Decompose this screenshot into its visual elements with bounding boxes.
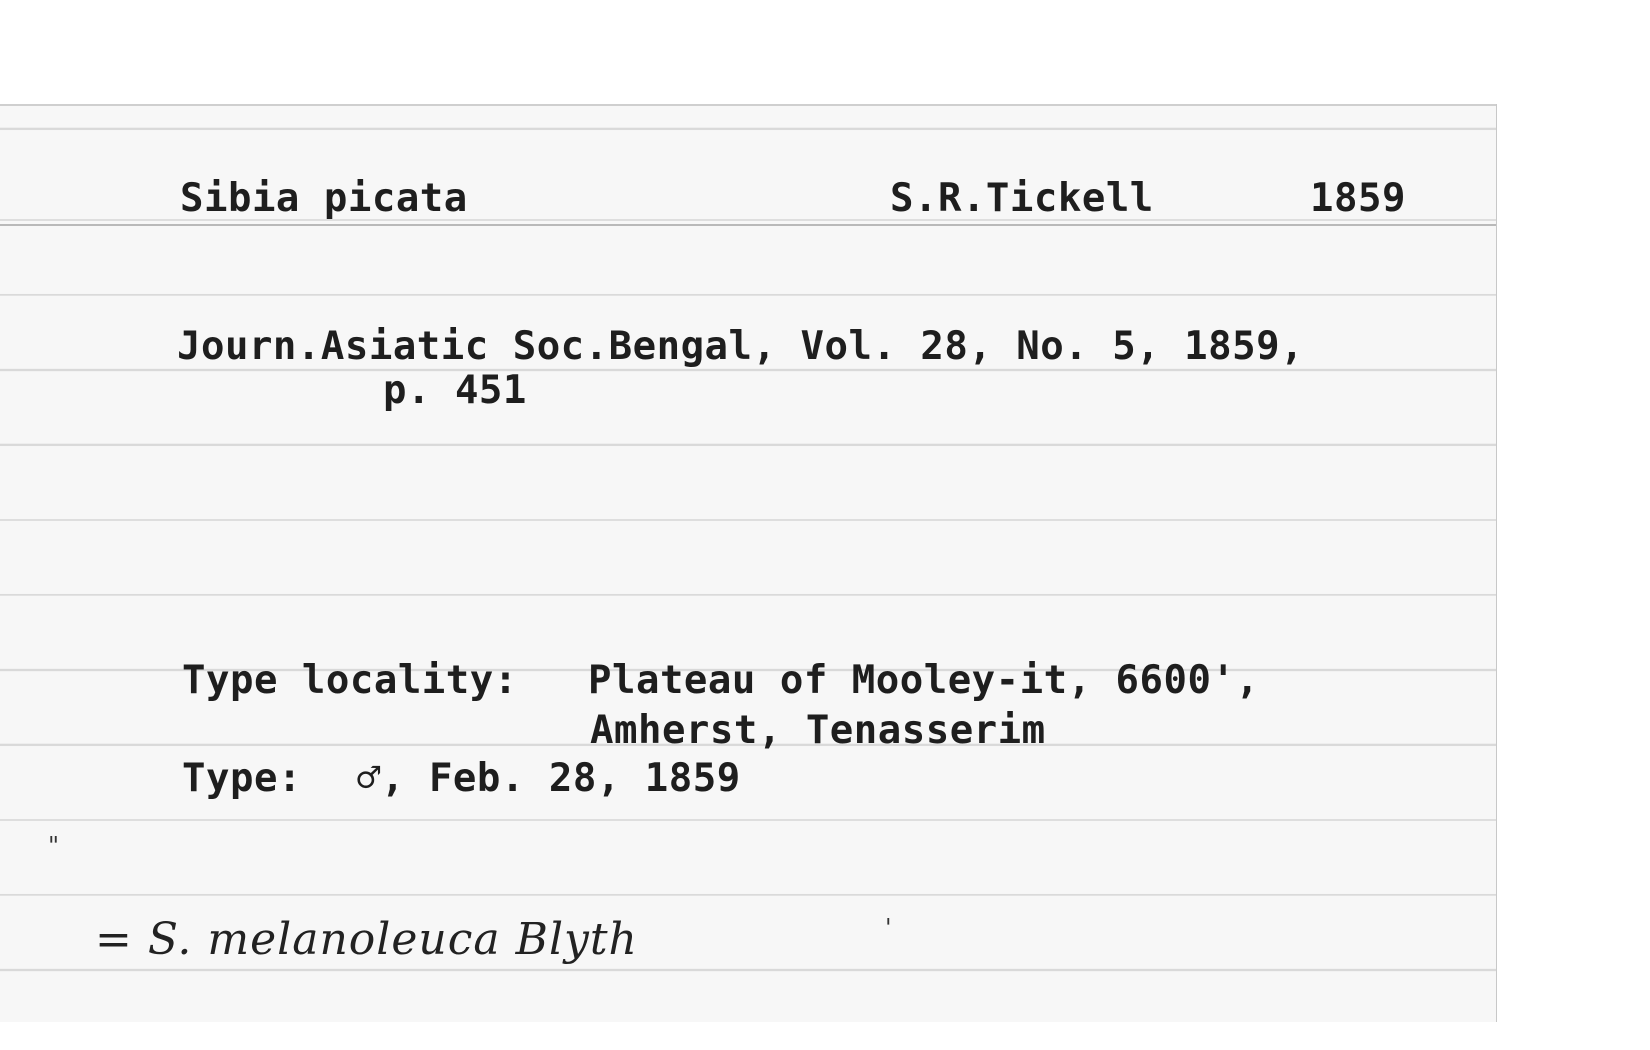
open-quote-mark: " (48, 832, 60, 860)
citation-line-1: Journ.Asiatic Soc.Bengal, Vol. 28, No. 5, 1859, (177, 324, 1305, 369)
close-quote-mark: ' (885, 914, 892, 942)
type-locality-line-2: Amherst, Tenasserim (590, 708, 1046, 753)
type-locality-label: Type locality: (182, 658, 518, 703)
index-card (0, 104, 1496, 1022)
type-label: Type: (182, 756, 302, 801)
citation-line-2: p. 451 (383, 368, 527, 413)
handwritten-synonym-note: = S. melanoleuca Blyth (95, 914, 638, 965)
type-value: ♂, Feb. 28, 1859 (357, 756, 741, 801)
author-name: S.R.Tickell (890, 176, 1154, 221)
species-name: Sibia picata (180, 176, 468, 221)
description-year: 1859 (1310, 176, 1406, 221)
header-rule (0, 224, 1496, 226)
type-locality-line-1: Plateau of Mooley-it, 6600', (588, 658, 1260, 703)
